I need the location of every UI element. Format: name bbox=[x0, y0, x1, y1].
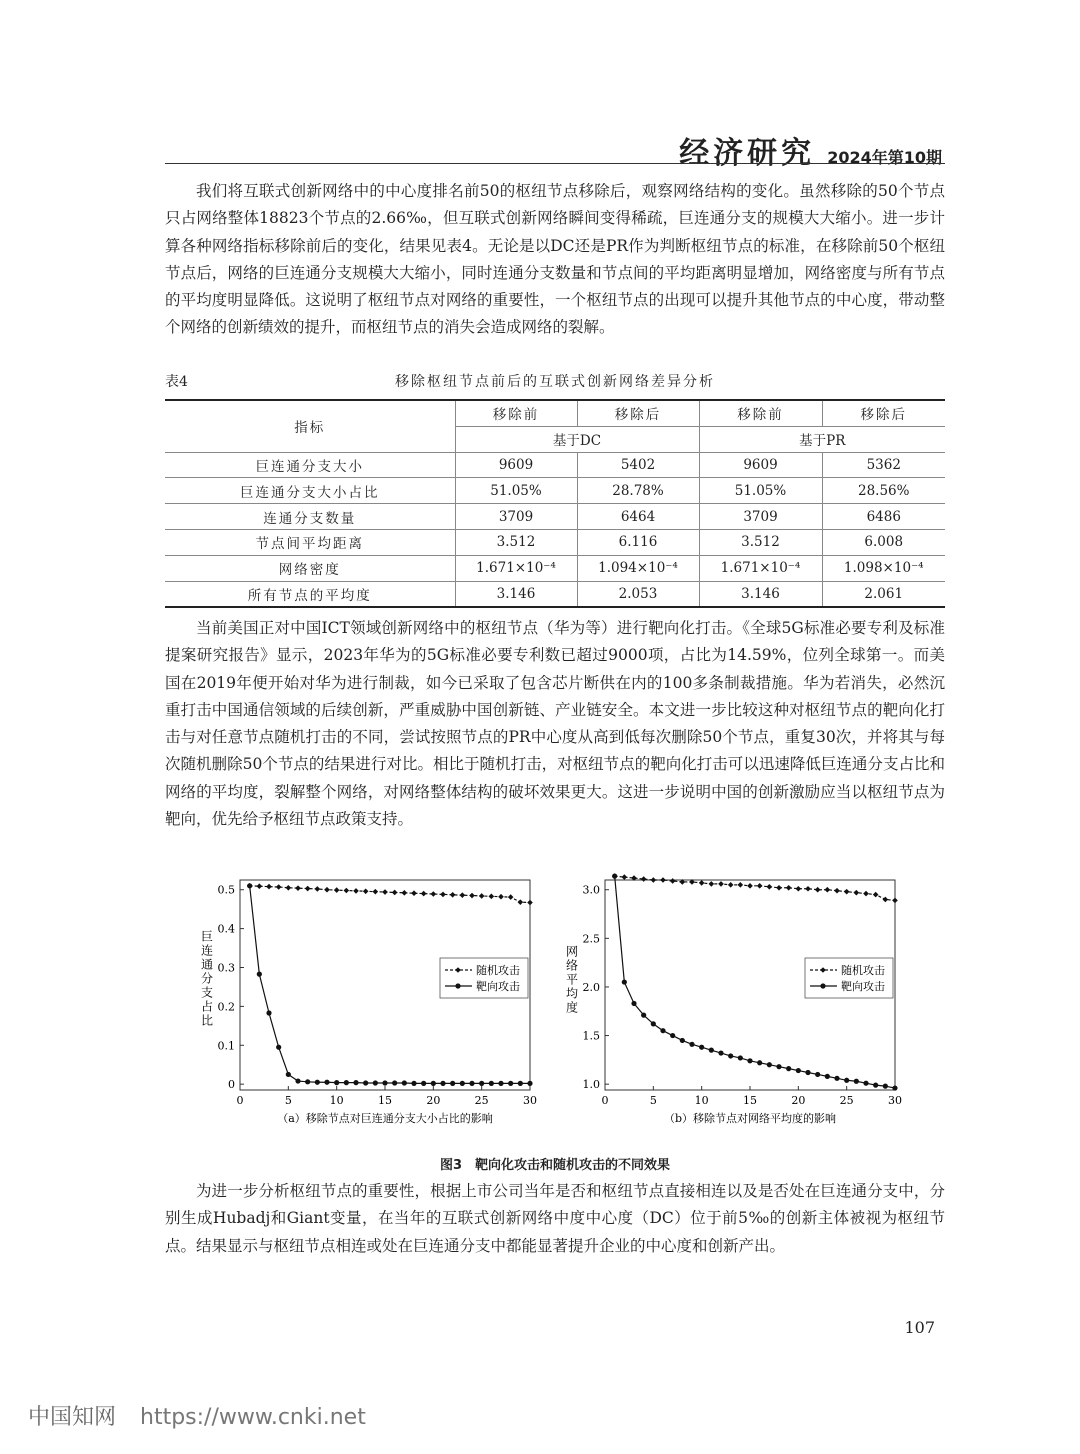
data-point-targeted bbox=[651, 1021, 656, 1026]
chart-b-svg bbox=[560, 872, 930, 1137]
data-point-targeted bbox=[815, 1072, 820, 1077]
data-point-random bbox=[709, 881, 715, 887]
table-header-row bbox=[165, 400, 945, 426]
cell-pr-before: 1.671×10⁻⁴ bbox=[699, 555, 822, 581]
data-point-targeted bbox=[421, 1081, 426, 1086]
data-point-targeted bbox=[324, 1080, 329, 1085]
x-tick-label: 0 bbox=[236, 1094, 244, 1107]
data-point-targeted bbox=[641, 1013, 646, 1018]
x-tick-label: 5 bbox=[284, 1094, 292, 1107]
data-point-random bbox=[334, 887, 340, 893]
data-point-random bbox=[796, 886, 802, 892]
data-point-targeted bbox=[295, 1078, 300, 1083]
table-row bbox=[165, 478, 945, 504]
cell-label: 连通分支数量 bbox=[165, 504, 455, 530]
paragraph-2: 当前美国正对中国ICT领域创新网络中的枢纽节点（华为等）进行靶向化打击。《全球5G标准必要专利及标准提案研究报告》显示，2023年华为的5G标准必要专利数已超过9000项，占比为14.59%，位列全球第一。而美国在2019年便开始对华为进行制裁，如今已采取了包含芯片断供在内的100多条制裁措施。华为若消失，必然沉重打击中国通信领域的后续创新，严重威胁中国创新链、产业链安全。本文进一步比较这种对枢纽节点的靶向化打击与对任意节点随机打击的不同，尝试按照节点的PR中心度从高到低每次删除50个节点，重复30次，并将其与每次随机删除50个节点的结果进行对比。相比于随机打击，对枢纽节点的靶向化打击可以迅速降低巨连通分支占比和网络的平均度，裂解整个网络，对网络整体结构的破坏效果更大。这进一步说明中国的创新激励应当以枢纽节点为靶向，优先给予枢纽节点政策支持。 bbox=[165, 619, 945, 829]
data-point-targeted bbox=[670, 1033, 675, 1038]
data-point-random bbox=[508, 894, 514, 900]
x-tick-label: 20 bbox=[791, 1094, 806, 1107]
data-point-targeted bbox=[699, 1045, 704, 1050]
data-point-random bbox=[641, 876, 647, 882]
data-point-targeted bbox=[460, 1081, 465, 1086]
x-tick-label: 0 bbox=[601, 1094, 609, 1107]
data-point-random bbox=[622, 874, 628, 880]
data-point-random bbox=[844, 889, 850, 895]
data-point-random bbox=[863, 891, 869, 897]
table-row bbox=[165, 555, 945, 581]
data-point-random bbox=[718, 881, 724, 887]
chart-b bbox=[560, 872, 930, 1141]
group-dc: 基于DC bbox=[455, 426, 699, 452]
data-point-targeted bbox=[728, 1053, 733, 1058]
data-point-random bbox=[363, 888, 369, 894]
data-point-targeted bbox=[402, 1080, 407, 1085]
table-row bbox=[165, 581, 945, 607]
table-number: 表4 bbox=[165, 374, 188, 390]
data-point-targeted bbox=[709, 1048, 714, 1053]
y-tick-label: 0 bbox=[228, 1078, 235, 1092]
cell-dc-after: 5402 bbox=[577, 452, 699, 478]
data-point-targeted bbox=[883, 1084, 888, 1089]
x-tick-label: 20 bbox=[426, 1094, 441, 1107]
data-point-random bbox=[747, 883, 753, 889]
header-dc-after: 移除后 bbox=[577, 400, 699, 426]
data-point-targeted bbox=[286, 1072, 291, 1077]
header-dc-before: 移除前 bbox=[455, 400, 577, 426]
series-line-random bbox=[250, 886, 530, 903]
data-point-targeted bbox=[689, 1042, 694, 1047]
y-tick-label: 2.0 bbox=[582, 980, 600, 994]
data-point-targeted bbox=[863, 1081, 868, 1086]
legend-label: 随机攻击 bbox=[476, 964, 520, 977]
x-tick-label: 5 bbox=[649, 1094, 657, 1107]
y-tick-label: 1.0 bbox=[582, 1078, 600, 1092]
data-point-targeted bbox=[796, 1068, 801, 1073]
data-point-targeted bbox=[738, 1055, 743, 1060]
table-row bbox=[165, 504, 945, 530]
data-point-random bbox=[892, 898, 898, 904]
data-point-targeted bbox=[392, 1080, 397, 1085]
data-point-random bbox=[815, 887, 821, 893]
data-point-random bbox=[651, 877, 657, 883]
data-point-targeted bbox=[660, 1028, 665, 1033]
x-tick-label: 15 bbox=[378, 1094, 392, 1107]
data-point-random bbox=[392, 890, 398, 896]
data-point-targeted bbox=[247, 883, 252, 888]
data-point-random bbox=[660, 877, 666, 883]
data-point-targeted bbox=[305, 1079, 310, 1084]
cell-dc-after: 1.094×10⁻⁴ bbox=[577, 555, 699, 581]
data-point-targeted bbox=[805, 1070, 810, 1075]
journal-name: 经济研究 bbox=[679, 136, 816, 171]
data-point-random bbox=[344, 888, 350, 894]
x-tick-label: 25 bbox=[839, 1094, 854, 1107]
y-tick-label: 2.5 bbox=[582, 932, 600, 946]
data-point-targeted bbox=[518, 1081, 523, 1086]
y-tick-label: 0.2 bbox=[217, 1000, 235, 1014]
data-point-random bbox=[353, 888, 359, 894]
data-point-random bbox=[527, 900, 533, 906]
data-point-random bbox=[295, 885, 301, 891]
y-tick-label: 0.5 bbox=[217, 883, 235, 897]
journal-header bbox=[679, 128, 942, 172]
data-point-random bbox=[450, 892, 456, 898]
cell-label: 巨连通分支大小占比 bbox=[165, 478, 455, 504]
data-point-random bbox=[257, 883, 263, 889]
data-point-random bbox=[315, 886, 321, 892]
header-pr-after: 移除后 bbox=[822, 400, 945, 426]
data-point-targeted bbox=[344, 1080, 349, 1085]
cell-dc-before: 3.512 bbox=[455, 529, 577, 555]
group-pr: 基于PR bbox=[699, 426, 945, 452]
legend-label: 随机攻击 bbox=[841, 964, 885, 977]
cell-label: 节点间平均距离 bbox=[165, 529, 455, 555]
data-point-targeted bbox=[469, 1081, 474, 1086]
data-point-targeted bbox=[489, 1081, 494, 1086]
watermark-url[interactable]: https://www.cnki.net bbox=[140, 1405, 366, 1430]
chart-subcaption: （a）移除节点对巨连通分支大小占比的影响 bbox=[277, 1112, 493, 1125]
data-point-targeted bbox=[631, 1001, 636, 1006]
data-point-random bbox=[382, 889, 388, 895]
data-point-targeted bbox=[527, 1081, 532, 1086]
cell-dc-before: 51.05% bbox=[455, 478, 577, 504]
data-point-targeted bbox=[834, 1076, 839, 1081]
data-point-targeted bbox=[612, 874, 617, 879]
data-point-random bbox=[518, 899, 524, 905]
data-point-targeted bbox=[315, 1080, 320, 1085]
cell-label: 网络密度 bbox=[165, 555, 455, 581]
data-point-random bbox=[786, 885, 792, 891]
data-point-targeted bbox=[276, 1045, 281, 1050]
x-tick-label: 30 bbox=[523, 1094, 537, 1107]
paragraph-3: 为进一步分析枢纽节点的重要性，根据上市公司当年是否和枢纽节点直接相连以及是否处在巨连通分支中，分别生成Hubadj和Giant变量，在当年的互联式创新网络中度中心度（DC）位于前5‰的创新主体被视为枢纽节点。结果显示与枢纽节点相连或处在巨连通分支中都能显著提升企业的中心度和创新产出。 bbox=[165, 1182, 945, 1255]
data-point-random bbox=[460, 892, 466, 898]
x-tick-label: 15 bbox=[743, 1094, 757, 1107]
y-axis-label: 巨连通分支占比 bbox=[200, 929, 214, 1028]
y-tick-label: 3.0 bbox=[582, 883, 600, 897]
data-point-random bbox=[469, 893, 475, 899]
data-point-targeted bbox=[844, 1078, 849, 1083]
data-point-random bbox=[305, 886, 311, 892]
data-point-random bbox=[276, 884, 282, 890]
data-point-random bbox=[699, 880, 705, 886]
data-point-random bbox=[854, 890, 860, 896]
cell-pr-before: 3709 bbox=[699, 504, 822, 530]
cell-pr-after: 28.56% bbox=[822, 478, 945, 504]
table-title: 移除枢纽节点前后的互联式创新网络差异分析 bbox=[395, 374, 715, 390]
table-row bbox=[165, 452, 945, 478]
data-point-targeted bbox=[767, 1062, 772, 1067]
cell-dc-before: 1.671×10⁻⁴ bbox=[455, 555, 577, 581]
journal-issue: 2024年第10期 bbox=[827, 148, 942, 167]
data-point-random bbox=[431, 891, 437, 897]
data-point-random bbox=[834, 888, 840, 894]
data-point-random bbox=[498, 894, 504, 900]
page-number: 107 bbox=[904, 1318, 935, 1337]
data-point-targeted bbox=[680, 1038, 685, 1043]
data-point-targeted bbox=[353, 1080, 358, 1085]
data-point-targeted bbox=[747, 1058, 752, 1063]
cell-dc-before: 3709 bbox=[455, 504, 577, 530]
header-pr-before: 移除前 bbox=[699, 400, 822, 426]
data-point-random bbox=[670, 878, 676, 884]
cell-label: 所有节点的平均度 bbox=[165, 581, 455, 607]
data-point-random bbox=[373, 889, 379, 895]
data-point-random bbox=[767, 884, 773, 890]
cell-dc-before: 9609 bbox=[455, 452, 577, 478]
cell-pr-before: 3.512 bbox=[699, 529, 822, 555]
chart-a-svg bbox=[195, 872, 565, 1137]
y-tick-label: 0.3 bbox=[217, 961, 235, 975]
data-point-targeted bbox=[718, 1050, 723, 1055]
data-point-random bbox=[728, 882, 734, 888]
cell-dc-after: 2.053 bbox=[577, 581, 699, 607]
table-caption bbox=[165, 371, 945, 391]
y-tick-label: 0.4 bbox=[217, 922, 235, 936]
figure-caption: 图3 靶向化攻击和随机攻击的不同效果 bbox=[439, 1158, 671, 1173]
data-point-random bbox=[738, 882, 744, 888]
cell-pr-after: 6486 bbox=[822, 504, 945, 530]
cell-dc-after: 28.78% bbox=[577, 478, 699, 504]
data-point-random bbox=[873, 892, 879, 898]
data-point-targeted bbox=[363, 1080, 368, 1085]
legend-marker bbox=[455, 983, 460, 988]
chart-subcaption: （b）移除节点对网络平均度的影响 bbox=[663, 1112, 837, 1125]
data-point-random bbox=[479, 893, 485, 899]
cell-pr-after: 1.098×10⁻⁴ bbox=[822, 555, 945, 581]
data-point-random bbox=[489, 894, 495, 900]
cell-dc-after: 6464 bbox=[577, 504, 699, 530]
data-point-random bbox=[421, 891, 427, 897]
watermark bbox=[28, 1400, 366, 1431]
x-tick-label: 30 bbox=[888, 1094, 902, 1107]
cell-dc-before: 3.146 bbox=[455, 581, 577, 607]
data-point-random bbox=[825, 887, 831, 893]
data-table bbox=[165, 399, 945, 608]
watermark-site: 中国知网 bbox=[28, 1405, 117, 1430]
data-point-random bbox=[805, 886, 811, 892]
data-point-random bbox=[411, 890, 417, 896]
legend-marker bbox=[820, 983, 825, 988]
data-point-random bbox=[883, 897, 889, 903]
y-tick-label: 0.1 bbox=[217, 1039, 235, 1053]
data-point-random bbox=[757, 883, 763, 889]
data-point-targeted bbox=[757, 1060, 762, 1065]
data-point-targeted bbox=[257, 972, 262, 977]
cell-pr-after: 6.008 bbox=[822, 529, 945, 555]
data-point-targeted bbox=[892, 1085, 897, 1090]
legend-label: 靶向攻击 bbox=[841, 980, 885, 993]
data-point-targeted bbox=[825, 1074, 830, 1079]
data-point-targeted bbox=[431, 1081, 436, 1086]
data-point-targeted bbox=[854, 1079, 859, 1084]
cell-label: 巨连通分支大小 bbox=[165, 452, 455, 478]
data-point-targeted bbox=[786, 1066, 791, 1071]
cell-pr-after: 5362 bbox=[822, 452, 945, 478]
chart-a bbox=[195, 872, 565, 1141]
y-tick-label: 1.5 bbox=[582, 1029, 600, 1043]
paragraph-1: 我们将互联式创新网络中的中心度排名前50的枢纽节点移除后，观察网络结构的变化。虽然移除的50个节点只占网络整体18823个节点的2.66‰，但互联式创新网络瞬间变得稀疏，巨连通分支的规模大大缩小。进一步计算各种网络指标移除前后的变化，结果见表4。无论是以DC还是PR作为判断枢纽节点的标准，在移除前50个枢纽节点后，网络的巨连通分支规模大大缩小，同时连通分支数量和节点间的平均距离明显增加，网络密度与所有节点的平均度明显降低。这说明了枢纽节点对网络的重要性，一个枢纽节点的出现可以提升其他节点的中心度，带动整个网络的创新绩效的提升，而枢纽节点的消失会造成网络的裂解。 bbox=[165, 182, 945, 337]
data-point-targeted bbox=[440, 1081, 445, 1086]
cell-dc-after: 6.116 bbox=[577, 529, 699, 555]
data-point-targeted bbox=[450, 1081, 455, 1086]
data-point-random bbox=[402, 890, 408, 896]
data-point-targeted bbox=[622, 979, 627, 984]
table-body bbox=[165, 452, 945, 607]
data-point-targeted bbox=[776, 1064, 781, 1069]
table-row bbox=[165, 529, 945, 555]
data-point-targeted bbox=[873, 1083, 878, 1088]
x-tick-label: 25 bbox=[474, 1094, 489, 1107]
data-point-targeted bbox=[382, 1080, 387, 1085]
x-tick-label: 10 bbox=[694, 1094, 709, 1107]
cell-pr-before: 9609 bbox=[699, 452, 822, 478]
cell-pr-before: 3.146 bbox=[699, 581, 822, 607]
data-point-random bbox=[324, 887, 330, 893]
y-axis-label: 网络平均度 bbox=[565, 944, 579, 1015]
data-point-targeted bbox=[508, 1081, 513, 1086]
cell-pr-after: 2.061 bbox=[822, 581, 945, 607]
x-tick-label: 10 bbox=[329, 1094, 344, 1107]
data-point-targeted bbox=[334, 1080, 339, 1085]
cell-pr-before: 51.05% bbox=[699, 478, 822, 504]
data-point-targeted bbox=[373, 1080, 378, 1085]
data-point-random bbox=[286, 885, 292, 891]
data-point-random bbox=[266, 884, 272, 890]
legend-label: 靶向攻击 bbox=[476, 980, 520, 993]
data-point-targeted bbox=[411, 1081, 416, 1086]
data-point-random bbox=[776, 885, 782, 891]
data-point-targeted bbox=[266, 1010, 271, 1015]
data-point-targeted bbox=[479, 1081, 484, 1086]
header-indicator: 指标 bbox=[165, 400, 455, 452]
header-rule bbox=[165, 163, 945, 164]
data-point-random bbox=[440, 892, 446, 898]
data-point-targeted bbox=[498, 1081, 503, 1086]
